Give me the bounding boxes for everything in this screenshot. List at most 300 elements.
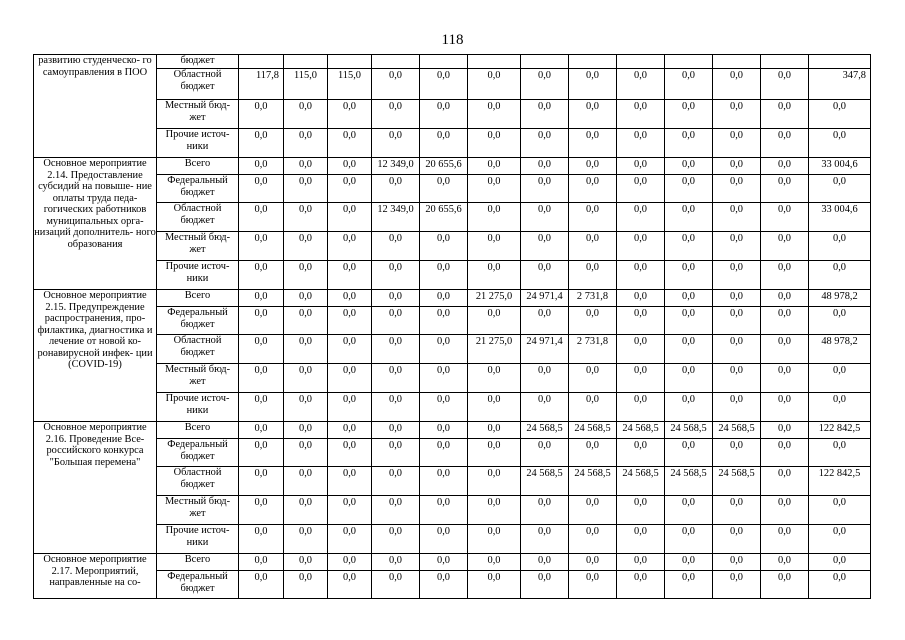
year-value-cell: 0,0: [713, 203, 761, 232]
year-value-cell: 0,0: [713, 232, 761, 261]
table-row: [34, 232, 871, 261]
year-value-cell: 0,0: [761, 364, 809, 393]
funding-source: Областной бюджет: [157, 69, 239, 100]
year-value-cell: 24 568,5: [617, 467, 665, 496]
year-value-cell: 0,0: [617, 69, 665, 100]
total-cell: 0,0: [809, 307, 871, 335]
year-value-cell: 0,0: [713, 100, 761, 129]
year-value-cell: 0,0: [521, 393, 569, 422]
total-cell: 0,0: [809, 129, 871, 158]
table-row: [34, 393, 871, 422]
year-value-cell: 0,0: [665, 232, 713, 261]
year-value-cell: 0,0: [372, 393, 420, 422]
year-value-cell: 0,0: [239, 100, 284, 129]
year-value-cell: [617, 55, 665, 69]
year-value-cell: 0,0: [468, 261, 521, 290]
year-value-cell: 0,0: [665, 100, 713, 129]
year-value-cell: 0,0: [521, 525, 569, 554]
year-value-cell: 0,0: [761, 335, 809, 364]
year-value-cell: 0,0: [284, 496, 328, 525]
year-value-cell: 0,0: [372, 261, 420, 290]
total-cell: 0,0: [809, 261, 871, 290]
year-value-cell: 0,0: [617, 290, 665, 307]
year-value-cell: 0,0: [372, 496, 420, 525]
year-value-cell: 0,0: [761, 571, 809, 599]
year-value-cell: 0,0: [665, 261, 713, 290]
year-value-cell: 0,0: [284, 203, 328, 232]
year-value-cell: 0,0: [569, 554, 617, 571]
year-value-cell: 24 971,4: [521, 290, 569, 307]
year-value-cell: 0,0: [239, 335, 284, 364]
total-cell: 48 978,2: [809, 335, 871, 364]
year-value-cell: 21 275,0: [468, 290, 521, 307]
year-value-cell: 0,0: [569, 393, 617, 422]
year-value-cell: 0,0: [468, 439, 521, 467]
year-value-cell: 0,0: [521, 307, 569, 335]
table-row: [34, 129, 871, 158]
year-value-cell: 12 349,0: [372, 158, 420, 175]
funding-source: Прочие источ- ники: [157, 261, 239, 290]
year-value-cell: 0,0: [239, 232, 284, 261]
year-value-cell: 0,0: [521, 175, 569, 203]
year-value-cell: 0,0: [665, 439, 713, 467]
funding-source: Местный бюд- жет: [157, 232, 239, 261]
year-value-cell: [284, 55, 328, 69]
year-value-cell: 0,0: [569, 232, 617, 261]
year-value-cell: 0,0: [521, 129, 569, 158]
year-value-cell: 0,0: [761, 69, 809, 100]
year-value-cell: 0,0: [328, 100, 372, 129]
year-value-cell: 0,0: [372, 554, 420, 571]
year-value-cell: 0,0: [328, 261, 372, 290]
year-value-cell: 0,0: [468, 393, 521, 422]
year-value-cell: 0,0: [569, 364, 617, 393]
year-value-cell: 0,0: [761, 158, 809, 175]
year-value-cell: 0,0: [328, 129, 372, 158]
year-value-cell: 0,0: [521, 69, 569, 100]
funding-source: Областной бюджет: [157, 467, 239, 496]
year-value-cell: 0,0: [372, 129, 420, 158]
year-value-cell: [521, 55, 569, 69]
year-value-cell: 0,0: [420, 335, 468, 364]
funding-source: Всего: [157, 554, 239, 571]
year-value-cell: 0,0: [239, 129, 284, 158]
funding-source: Местный бюд- жет: [157, 364, 239, 393]
activity-title: Основное мероприятие 2.17. Мероприятий, направленные на со-: [34, 554, 157, 599]
year-value-cell: 0,0: [569, 525, 617, 554]
year-value-cell: 0,0: [239, 364, 284, 393]
year-value-cell: 0,0: [713, 393, 761, 422]
funding-source: Всего: [157, 158, 239, 175]
year-value-cell: 0,0: [372, 175, 420, 203]
year-value-cell: 0,0: [328, 175, 372, 203]
year-value-cell: 0,0: [761, 290, 809, 307]
year-value-cell: 0,0: [468, 467, 521, 496]
year-value-cell: [713, 55, 761, 69]
year-value-cell: [665, 55, 713, 69]
year-value-cell: 0,0: [420, 554, 468, 571]
year-value-cell: 0,0: [239, 554, 284, 571]
funding-source: Прочие источ- ники: [157, 129, 239, 158]
year-value-cell: 115,0: [284, 69, 328, 100]
year-value-cell: [761, 55, 809, 69]
year-value-cell: 0,0: [372, 439, 420, 467]
table-row: [34, 439, 871, 467]
funding-source: Областной бюджет: [157, 203, 239, 232]
year-value-cell: 0,0: [761, 554, 809, 571]
year-value-cell: 0,0: [284, 100, 328, 129]
year-value-cell: 0,0: [239, 261, 284, 290]
year-value-cell: 0,0: [372, 307, 420, 335]
table-row: [34, 571, 871, 599]
year-value-cell: 0,0: [617, 307, 665, 335]
table-row: [34, 364, 871, 393]
year-value-cell: 24 568,5: [617, 422, 665, 439]
budget-table: [33, 54, 871, 599]
funding-source: Местный бюд- жет: [157, 496, 239, 525]
year-value-cell: 0,0: [468, 422, 521, 439]
year-value-cell: 0,0: [665, 554, 713, 571]
year-value-cell: 2 731,8: [569, 335, 617, 364]
year-value-cell: 0,0: [713, 261, 761, 290]
year-value-cell: 0,0: [372, 571, 420, 599]
year-value-cell: 0,0: [761, 422, 809, 439]
year-value-cell: 0,0: [420, 467, 468, 496]
table-row: [34, 525, 871, 554]
year-value-cell: 0,0: [239, 439, 284, 467]
year-value-cell: 0,0: [713, 496, 761, 525]
page-number: 118: [441, 32, 464, 48]
year-value-cell: 0,0: [569, 307, 617, 335]
total-cell: [809, 55, 871, 69]
year-value-cell: 24 971,4: [521, 335, 569, 364]
activity-title: Основное мероприятие 2.14. Предоставление субсидий на повыше- ние оплаты труда педа- гогических работников муниципальных орга- низаций дополнитель- ного образования: [34, 158, 157, 290]
year-value-cell: 0,0: [617, 203, 665, 232]
year-value-cell: 117,8: [239, 69, 284, 100]
funding-source: Местный бюд- жет: [157, 100, 239, 129]
funding-source: Всего: [157, 290, 239, 307]
year-value-cell: 0,0: [617, 335, 665, 364]
year-value-cell: 0,0: [372, 69, 420, 100]
year-value-cell: 0,0: [420, 393, 468, 422]
year-value-cell: 0,0: [328, 439, 372, 467]
year-value-cell: 0,0: [665, 496, 713, 525]
year-value-cell: 24 568,5: [665, 467, 713, 496]
year-value-cell: 20 655,6: [420, 203, 468, 232]
table-row: [34, 496, 871, 525]
year-value-cell: 0,0: [761, 307, 809, 335]
year-value-cell: 0,0: [372, 232, 420, 261]
year-value-cell: 0,0: [239, 290, 284, 307]
year-value-cell: 0,0: [239, 525, 284, 554]
year-value-cell: 0,0: [372, 100, 420, 129]
year-value-cell: 0,0: [468, 307, 521, 335]
year-value-cell: 0,0: [372, 525, 420, 554]
total-cell: 33 004,6: [809, 203, 871, 232]
funding-source: бюджет: [157, 55, 239, 69]
total-cell: 48 978,2: [809, 290, 871, 307]
year-value-cell: 0,0: [521, 571, 569, 599]
year-value-cell: 0,0: [239, 175, 284, 203]
year-value-cell: 0,0: [761, 232, 809, 261]
year-value-cell: 0,0: [617, 129, 665, 158]
year-value-cell: 0,0: [761, 525, 809, 554]
year-value-cell: 0,0: [328, 525, 372, 554]
year-value-cell: [239, 55, 284, 69]
year-value-cell: 0,0: [617, 554, 665, 571]
year-value-cell: 0,0: [420, 100, 468, 129]
year-value-cell: 0,0: [521, 554, 569, 571]
year-value-cell: 0,0: [617, 100, 665, 129]
total-cell: 33 004,6: [809, 158, 871, 175]
year-value-cell: 20 655,6: [420, 158, 468, 175]
table-row: [34, 422, 871, 439]
table-row: [34, 290, 871, 307]
year-value-cell: [372, 55, 420, 69]
year-value-cell: 0,0: [284, 158, 328, 175]
table-row: [34, 261, 871, 290]
year-value-cell: [420, 55, 468, 69]
total-cell: 0,0: [809, 554, 871, 571]
year-value-cell: 0,0: [617, 571, 665, 599]
table-row: [34, 55, 871, 69]
funding-source: Федеральный бюджет: [157, 439, 239, 467]
year-value-cell: 0,0: [420, 364, 468, 393]
year-value-cell: 0,0: [521, 232, 569, 261]
year-value-cell: 0,0: [420, 439, 468, 467]
year-value-cell: 0,0: [468, 203, 521, 232]
total-cell: 122 842,5: [809, 422, 871, 439]
total-cell: 0,0: [809, 393, 871, 422]
year-value-cell: 0,0: [372, 335, 420, 364]
year-value-cell: 0,0: [521, 100, 569, 129]
total-cell: 0,0: [809, 364, 871, 393]
year-value-cell: 0,0: [617, 364, 665, 393]
year-value-cell: 0,0: [617, 175, 665, 203]
total-cell: 122 842,5: [809, 467, 871, 496]
year-value-cell: 0,0: [713, 364, 761, 393]
year-value-cell: 24 568,5: [521, 467, 569, 496]
funding-source: Прочие источ- ники: [157, 393, 239, 422]
year-value-cell: 0,0: [617, 496, 665, 525]
year-value-cell: 0,0: [372, 290, 420, 307]
year-value-cell: 0,0: [420, 232, 468, 261]
total-cell: 347,8: [809, 69, 871, 100]
year-value-cell: 0,0: [521, 203, 569, 232]
total-cell: 0,0: [809, 175, 871, 203]
year-value-cell: 0,0: [328, 290, 372, 307]
year-value-cell: 0,0: [713, 439, 761, 467]
year-value-cell: 0,0: [372, 422, 420, 439]
table-body: [34, 55, 871, 599]
year-value-cell: 0,0: [328, 571, 372, 599]
year-value-cell: 0,0: [761, 467, 809, 496]
year-value-cell: 0,0: [569, 100, 617, 129]
year-value-cell: 24 568,5: [713, 422, 761, 439]
year-value-cell: 0,0: [761, 496, 809, 525]
year-value-cell: [569, 55, 617, 69]
year-value-cell: 0,0: [328, 203, 372, 232]
year-value-cell: 0,0: [665, 203, 713, 232]
year-value-cell: 0,0: [328, 554, 372, 571]
year-value-cell: 0,0: [521, 439, 569, 467]
table-row: [34, 175, 871, 203]
year-value-cell: 0,0: [284, 422, 328, 439]
funding-source: Федеральный бюджет: [157, 571, 239, 599]
year-value-cell: 0,0: [713, 175, 761, 203]
year-value-cell: 0,0: [569, 158, 617, 175]
year-value-cell: 0,0: [420, 496, 468, 525]
year-value-cell: 0,0: [617, 439, 665, 467]
funding-source: Федеральный бюджет: [157, 175, 239, 203]
year-value-cell: 0,0: [328, 496, 372, 525]
year-value-cell: [328, 55, 372, 69]
year-value-cell: 0,0: [569, 439, 617, 467]
year-value-cell: 0,0: [328, 158, 372, 175]
year-value-cell: 0,0: [569, 571, 617, 599]
year-value-cell: 0,0: [328, 307, 372, 335]
year-value-cell: 0,0: [284, 232, 328, 261]
activity-title: развитию студенческо- го самоуправления в ПОО: [34, 55, 157, 158]
year-value-cell: 0,0: [284, 393, 328, 422]
year-value-cell: 115,0: [328, 69, 372, 100]
year-value-cell: 0,0: [420, 422, 468, 439]
year-value-cell: 0,0: [713, 525, 761, 554]
year-value-cell: 0,0: [328, 335, 372, 364]
year-value-cell: 0,0: [761, 175, 809, 203]
year-value-cell: 0,0: [569, 175, 617, 203]
year-value-cell: 0,0: [468, 554, 521, 571]
year-value-cell: 0,0: [713, 571, 761, 599]
table-row: [34, 335, 871, 364]
table-row: [34, 69, 871, 100]
year-value-cell: [468, 55, 521, 69]
year-value-cell: 0,0: [284, 261, 328, 290]
year-value-cell: 0,0: [468, 571, 521, 599]
total-cell: 0,0: [809, 496, 871, 525]
year-value-cell: 0,0: [665, 175, 713, 203]
table-row: [34, 203, 871, 232]
year-value-cell: 0,0: [713, 335, 761, 364]
year-value-cell: 0,0: [665, 335, 713, 364]
funding-source: Всего: [157, 422, 239, 439]
funding-source: Прочие источ- ники: [157, 525, 239, 554]
year-value-cell: 12 349,0: [372, 203, 420, 232]
year-value-cell: 0,0: [665, 129, 713, 158]
year-value-cell: 0,0: [713, 307, 761, 335]
year-value-cell: 0,0: [468, 158, 521, 175]
year-value-cell: 0,0: [328, 232, 372, 261]
total-cell: 0,0: [809, 439, 871, 467]
year-value-cell: 0,0: [617, 158, 665, 175]
year-value-cell: 0,0: [239, 393, 284, 422]
year-value-cell: 0,0: [761, 129, 809, 158]
year-value-cell: 0,0: [569, 496, 617, 525]
year-value-cell: 0,0: [713, 158, 761, 175]
year-value-cell: 0,0: [372, 364, 420, 393]
year-value-cell: 0,0: [468, 129, 521, 158]
year-value-cell: 0,0: [761, 439, 809, 467]
year-value-cell: 0,0: [284, 307, 328, 335]
year-value-cell: 0,0: [420, 69, 468, 100]
year-value-cell: 0,0: [420, 290, 468, 307]
year-value-cell: 0,0: [372, 467, 420, 496]
year-value-cell: 0,0: [468, 232, 521, 261]
year-value-cell: 0,0: [761, 100, 809, 129]
year-value-cell: 0,0: [569, 203, 617, 232]
year-value-cell: 0,0: [239, 203, 284, 232]
year-value-cell: 0,0: [328, 422, 372, 439]
year-value-cell: 0,0: [521, 158, 569, 175]
year-value-cell: 0,0: [284, 571, 328, 599]
year-value-cell: 0,0: [468, 525, 521, 554]
total-cell: 0,0: [809, 100, 871, 129]
year-value-cell: 0,0: [284, 525, 328, 554]
funding-source: Федеральный бюджет: [157, 307, 239, 335]
year-value-cell: 0,0: [617, 525, 665, 554]
year-value-cell: 0,0: [665, 69, 713, 100]
table-row: [34, 158, 871, 175]
year-value-cell: 0,0: [239, 422, 284, 439]
year-value-cell: 0,0: [569, 129, 617, 158]
year-value-cell: 0,0: [468, 496, 521, 525]
year-value-cell: 0,0: [420, 571, 468, 599]
year-value-cell: 0,0: [665, 290, 713, 307]
table-row: [34, 307, 871, 335]
year-value-cell: 0,0: [521, 364, 569, 393]
total-cell: 0,0: [809, 232, 871, 261]
year-value-cell: 0,0: [328, 364, 372, 393]
year-value-cell: 0,0: [713, 129, 761, 158]
year-value-cell: 0,0: [665, 393, 713, 422]
year-value-cell: 0,0: [239, 158, 284, 175]
year-value-cell: 0,0: [468, 69, 521, 100]
table-row: [34, 100, 871, 129]
year-value-cell: 0,0: [761, 203, 809, 232]
table-row: [34, 554, 871, 571]
total-cell: 0,0: [809, 525, 871, 554]
year-value-cell: 0,0: [239, 307, 284, 335]
year-value-cell: 0,0: [713, 69, 761, 100]
year-value-cell: 0,0: [665, 307, 713, 335]
year-value-cell: 24 568,5: [665, 422, 713, 439]
year-value-cell: 0,0: [761, 393, 809, 422]
year-value-cell: 0,0: [665, 364, 713, 393]
year-value-cell: 0,0: [617, 232, 665, 261]
year-value-cell: 0,0: [468, 364, 521, 393]
year-value-cell: 0,0: [328, 393, 372, 422]
year-value-cell: 0,0: [665, 158, 713, 175]
year-value-cell: 0,0: [521, 261, 569, 290]
year-value-cell: 0,0: [284, 364, 328, 393]
year-value-cell: 0,0: [569, 69, 617, 100]
year-value-cell: 21 275,0: [468, 335, 521, 364]
year-value-cell: 0,0: [284, 129, 328, 158]
year-value-cell: 0,0: [665, 525, 713, 554]
year-value-cell: 0,0: [284, 554, 328, 571]
year-value-cell: 0,0: [468, 100, 521, 129]
year-value-cell: 0,0: [420, 129, 468, 158]
year-value-cell: 0,0: [569, 261, 617, 290]
year-value-cell: 0,0: [284, 175, 328, 203]
year-value-cell: 0,0: [239, 496, 284, 525]
year-value-cell: 0,0: [239, 571, 284, 599]
activity-title: Основное мероприятие 2.16. Проведение Все- российского конкурса "Большая перемена": [34, 422, 157, 554]
year-value-cell: 0,0: [617, 261, 665, 290]
year-value-cell: 0,0: [420, 307, 468, 335]
year-value-cell: 0,0: [284, 290, 328, 307]
year-value-cell: 0,0: [284, 335, 328, 364]
